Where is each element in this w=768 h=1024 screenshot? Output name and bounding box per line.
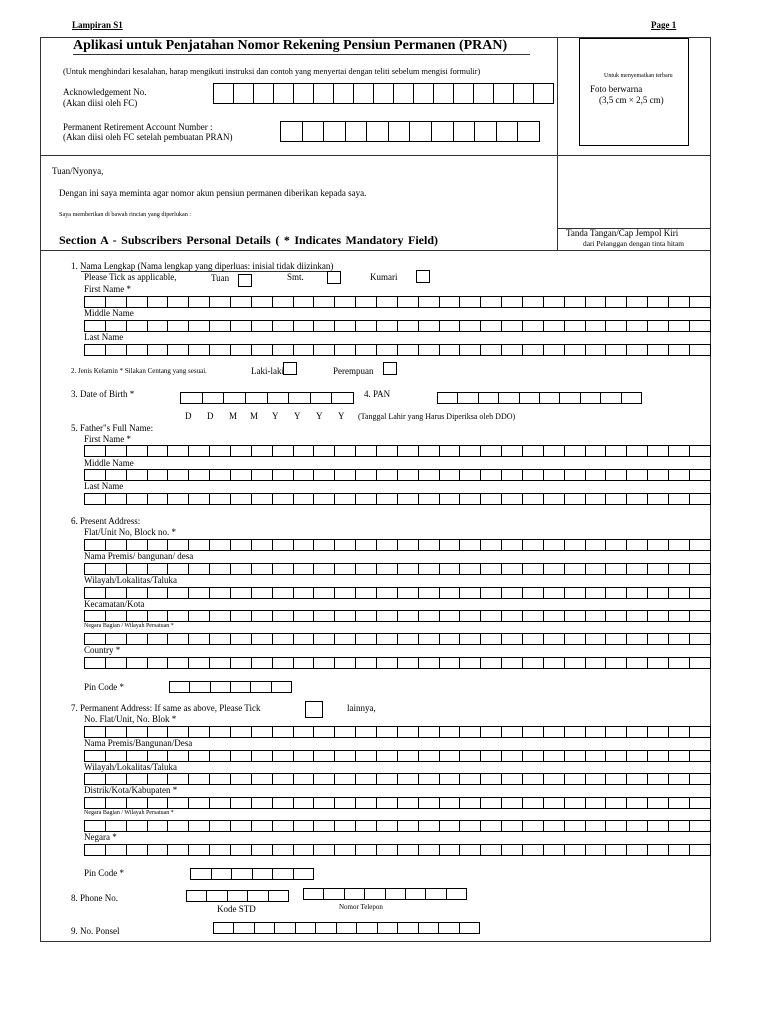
details-text: Saya memberikan di bawah rincian yang diperlukan : <box>59 211 192 218</box>
q6-country-boxes[interactable] <box>84 657 711 669</box>
q6-area-label: Wilayah/Lokalitas/Taluka <box>84 575 177 585</box>
title-kumari-checkbox[interactable] <box>416 270 430 283</box>
pan-boxes[interactable] <box>437 392 642 404</box>
q6-country-label: Country * <box>84 645 121 655</box>
form-title: Aplikasi untuk Penjatahan Nomor Rekening Pensiun Permanen (PRAN) <box>73 38 508 53</box>
q6-pin-label: Pin Code * <box>84 682 125 692</box>
same-address-checkbox[interactable] <box>305 701 323 718</box>
signature-label: Tanda Tangan/Cap Jempol Kiri <box>566 228 679 238</box>
q6-premises-boxes[interactable] <box>84 563 711 575</box>
q7-flat-boxes[interactable] <box>84 726 711 738</box>
q7-state-label: Negara Bagian / Wilayah Persatuan * <box>84 810 174 816</box>
pran-number-boxes[interactable] <box>280 121 540 142</box>
gender-male-label: Laki-laki <box>251 366 284 376</box>
title-kumari-label: Kumari <box>370 272 398 282</box>
photo-size: (3,5 cm × 2,5 cm) <box>599 95 664 105</box>
q1-tick-text: Please Tick as applicable, <box>84 272 177 282</box>
ack-label: Acknowledgement No. <box>63 87 147 97</box>
dob-format-4: M <box>250 411 259 421</box>
q7-label: 7. Permanent Address: If same as above, Please Tick <box>71 703 261 713</box>
pran-note: (Akan diisi oleh FC setelah pembuatan PRAN) <box>63 132 233 142</box>
ack-number-boxes[interactable] <box>213 83 554 104</box>
q5-last-label: Last Name <box>84 481 124 491</box>
mobile-number-boxes[interactable] <box>213 922 480 934</box>
q5-first-label: First Name * <box>84 434 131 444</box>
title-tuan-label: Tuan <box>211 273 230 283</box>
q7-other-text: lainnya, <box>347 703 376 713</box>
gender-female-checkbox[interactable] <box>383 362 397 375</box>
dob-format-3: M <box>229 411 238 421</box>
q7-state-boxes[interactable] <box>84 820 711 832</box>
q6-city-boxes[interactable] <box>84 610 711 622</box>
annex-label: Lampiran S1 <box>72 20 123 30</box>
salutation: Tuan/Nyonya, <box>52 166 104 176</box>
q1-last-label: Last Name <box>84 332 124 342</box>
title-smt-label: Smt. <box>287 272 304 282</box>
q2-label: 2. Jenis Kelamin * Silakan Centang yang sesuai. <box>71 367 207 375</box>
dob-note: (Tanggal Lahir yang Harus Diperiksa oleh DDO) <box>358 412 516 421</box>
section-a-title: Section A - Subscribers Personal Details ( * Indicates Mandatory Field) <box>59 233 438 247</box>
q1-label: 1. Nama Lengkap (Nama lengkap yang diperluas: inisial tidak diizinkan) <box>71 261 334 271</box>
q6-state-label: Negara Bagian / Wilayah Persatuan * <box>84 623 174 629</box>
q1-middle-name-boxes[interactable] <box>84 320 711 332</box>
q7-country-boxes[interactable] <box>84 844 711 856</box>
q7-flat-label: No. Flat/Unit, No. Blok * <box>84 714 177 724</box>
q7-area-boxes[interactable] <box>84 773 711 785</box>
q6-pin-boxes[interactable] <box>169 681 292 693</box>
dob-format-1: D <box>185 411 192 421</box>
photo-note: Untuk menyematkan terbaru <box>604 73 673 79</box>
title-tuan-checkbox[interactable] <box>238 274 252 287</box>
signature-note: dari Pelanggan dengan tinta hitam <box>583 239 684 248</box>
q7-district-boxes[interactable] <box>84 797 711 809</box>
dob-format-7: Y <box>316 411 323 421</box>
std-code-label: Kode STD <box>217 904 256 914</box>
page-number: Page 1 <box>651 20 677 30</box>
photo-label: Foto berwarna <box>590 84 643 94</box>
q6-label: 6. Present Address: <box>71 516 141 526</box>
q5-last-name-boxes[interactable] <box>84 493 711 505</box>
q5-label: 5. Father"s Full Name: <box>71 423 154 433</box>
q4-label: 4. PAN <box>364 389 391 399</box>
q5-middle-label: Middle Name <box>84 458 134 468</box>
q9-label: 9. No. Ponsel <box>71 926 120 936</box>
q6-area-boxes[interactable] <box>84 587 711 599</box>
q1-last-name-boxes[interactable] <box>84 344 711 356</box>
q7-pin-boxes[interactable] <box>190 868 314 880</box>
q7-premises-label: Nama Premis/Bangunan/Desa <box>84 738 193 748</box>
instruction-text: (Untuk menghindari kesalahan, harap mengikuti instruksi dan contoh yang menyertai dengan teliti sebelum mengisi formulir) <box>63 67 481 76</box>
q6-city-label: Kecamatan/Kota <box>84 599 145 609</box>
gender-male-checkbox[interactable] <box>283 362 297 375</box>
gender-female-label: Perempuan <box>333 366 374 376</box>
q7-country-label: Negara * <box>84 832 117 842</box>
dob-boxes[interactable] <box>180 392 354 404</box>
q6-flat-label: Flat/Unit No, Block no. * <box>84 527 176 537</box>
std-code-boxes[interactable] <box>186 890 289 902</box>
q5-middle-name-boxes[interactable] <box>84 469 711 481</box>
phone-number-label: Nomor Telepon <box>339 903 383 911</box>
ack-note: (Akan diisi oleh FC) <box>63 98 138 108</box>
dob-format-8: Y <box>338 411 345 421</box>
q7-area-label: Wilayah/Lokalitas/Taluka <box>84 762 177 772</box>
q1-first-label: First Name * <box>84 284 131 294</box>
dob-format-2: D <box>207 411 214 421</box>
q6-premises-label: Nama Premis/ bangunan/ desa <box>84 551 194 561</box>
q7-premises-boxes[interactable] <box>84 750 711 762</box>
q7-pin-label: Pin Code * <box>84 868 125 878</box>
pran-label: Permanent Retirement Account Number : <box>63 122 213 132</box>
q5-first-name-boxes[interactable] <box>84 445 711 457</box>
q1-middle-label: Middle Name <box>84 308 134 318</box>
q7-district-label: Distrik/Kota/Kabupaten * <box>84 785 178 795</box>
dob-format-6: Y <box>294 411 301 421</box>
q3-label: 3. Date of Birth * <box>71 389 135 399</box>
q6-state-boxes[interactable] <box>84 633 711 645</box>
dob-format-5: Y <box>272 411 279 421</box>
q1-first-name-boxes[interactable] <box>84 296 711 308</box>
title-smt-checkbox[interactable] <box>327 271 341 284</box>
q6-flat-boxes[interactable] <box>84 539 711 551</box>
q8-label: 8. Phone No. <box>71 893 118 903</box>
request-text: Dengan ini saya meminta agar nomor akun pensiun permanen diberikan kepada saya. <box>59 188 367 198</box>
phone-number-boxes[interactable] <box>303 888 467 900</box>
